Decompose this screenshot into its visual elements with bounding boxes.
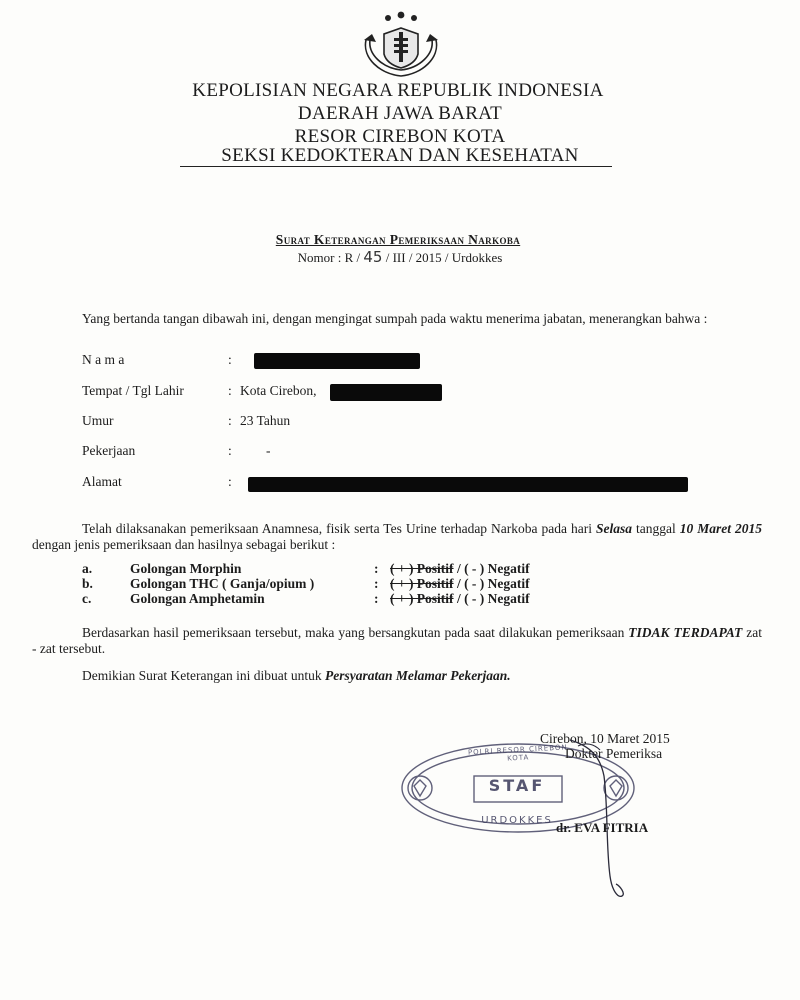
colon: : — [228, 383, 232, 398]
colon: : — [374, 591, 379, 606]
struck-positive: ( + ) Positif — [390, 576, 454, 591]
colon: : — [374, 561, 379, 576]
colon: : — [228, 474, 232, 489]
negative-result: / ( - ) Negatif — [456, 576, 530, 591]
test-name: Golongan THC ( Ganja/opium ) — [130, 576, 315, 591]
signature-place-date: Cirebon, 10 Maret 2015 — [540, 731, 670, 746]
negative-result: / ( - ) Negatif — [456, 591, 530, 606]
pekerjaan-value: - — [266, 443, 271, 458]
conclusion-text-a: Berdasarkan hasil pemeriksaan tersebut, maka yang bersangkutan pada saat dilakukan pemeriksaan — [82, 625, 625, 640]
stamp-center-text: STAF — [488, 776, 546, 795]
colon: : — [374, 576, 379, 591]
exam-paragraph — [32, 521, 762, 553]
intro-paragraph: Yang bertanda tangan dibawah ini, dengan mengingat sumpah pada waktu menerima jabatan, menerangkan bahwa : — [82, 311, 708, 326]
colon: : — [228, 352, 232, 367]
letterhead-rule — [180, 166, 612, 167]
test-name: Golongan Amphetamin — [130, 591, 265, 606]
signature-role: Dokter Pemeriksa — [565, 746, 663, 761]
letterhead-line-1: KEPOLISIAN NEGARA REPUBLIK INDONESIA — [192, 80, 604, 101]
test-name: Golongan Morphin — [130, 561, 242, 576]
colon: : — [228, 443, 232, 458]
document-number — [250, 248, 550, 266]
test-letter: a. — [82, 561, 93, 576]
nama-label: N a m a — [82, 352, 125, 367]
test-letter: b. — [82, 576, 93, 591]
umur-label: Umur — [82, 413, 114, 428]
test-result — [390, 591, 530, 607]
conclusion-paragraph — [32, 625, 762, 657]
redacted-birthdate — [330, 384, 442, 401]
pekerjaan-label: Pekerjaan — [82, 443, 136, 458]
closing-paragraph — [82, 668, 722, 684]
stamp-bottom-text: URDOKKES — [481, 815, 553, 826]
alamat-label: Alamat — [82, 474, 122, 489]
letterhead-line-3: RESOR CIREBON KOTA — [294, 126, 506, 147]
letterhead-line-2: DAERAH JAWA BARAT — [297, 103, 503, 124]
document-title: Surat Keterangan Pemeriksaan Narkoba — [275, 232, 521, 247]
exam-day: Selasa — [596, 521, 633, 536]
closing-text-a: Demikian Surat Keterangan ini dibuat untuk — [82, 668, 322, 683]
test-result — [390, 576, 530, 592]
ttl-label: Tempat / Tgl Lahir — [82, 383, 184, 398]
closing-purpose: Persyaratan Melamar Pekerjaan. — [324, 668, 511, 683]
test-letter: c. — [82, 591, 92, 606]
conclusion-result: TIDAK TERDAPAT — [628, 625, 743, 640]
stamp-top-text: POLRI RESOR CIREBON KOTA — [467, 743, 568, 763]
letterhead-line-4: SEKSI KEDOKTERAN DAN KESEHATAN — [221, 145, 579, 166]
ttl-value: Kota Cirebon, — [240, 383, 317, 398]
nomor-prefix: Nomor : R / — [297, 250, 361, 265]
test-result — [390, 561, 530, 577]
struck-positive: ( + ) Positif — [390, 591, 454, 606]
doctor-name: dr. EVA FITRIA — [556, 820, 649, 835]
conclusion-text-b: zat - zat tersebut. — [32, 625, 762, 656]
umur-value: 23 Tahun — [240, 413, 291, 428]
nomor-number: 45 — [363, 248, 383, 266]
negative-result: / ( - ) Negatif — [456, 561, 530, 576]
struck-positive: ( + ) Positif — [390, 561, 454, 576]
exam-intro-b: tanggal — [636, 521, 676, 536]
exam-intro-c: dengan jenis pemeriksaan dan hasilnya sebagai berikut : — [32, 537, 336, 552]
redacted-address — [248, 477, 688, 492]
exam-date: 10 Maret 2015 — [679, 521, 763, 536]
redacted-name — [254, 353, 420, 369]
nomor-suffix: / III / 2015 / Urdokkes — [385, 250, 503, 265]
police-crest-icon — [358, 10, 444, 80]
exam-intro-a: Telah dilaksanakan pemeriksaan Anamnesa, fisik serta Tes Urine terhadap Narkoba pada hari — [82, 521, 592, 536]
colon: : — [228, 413, 232, 428]
